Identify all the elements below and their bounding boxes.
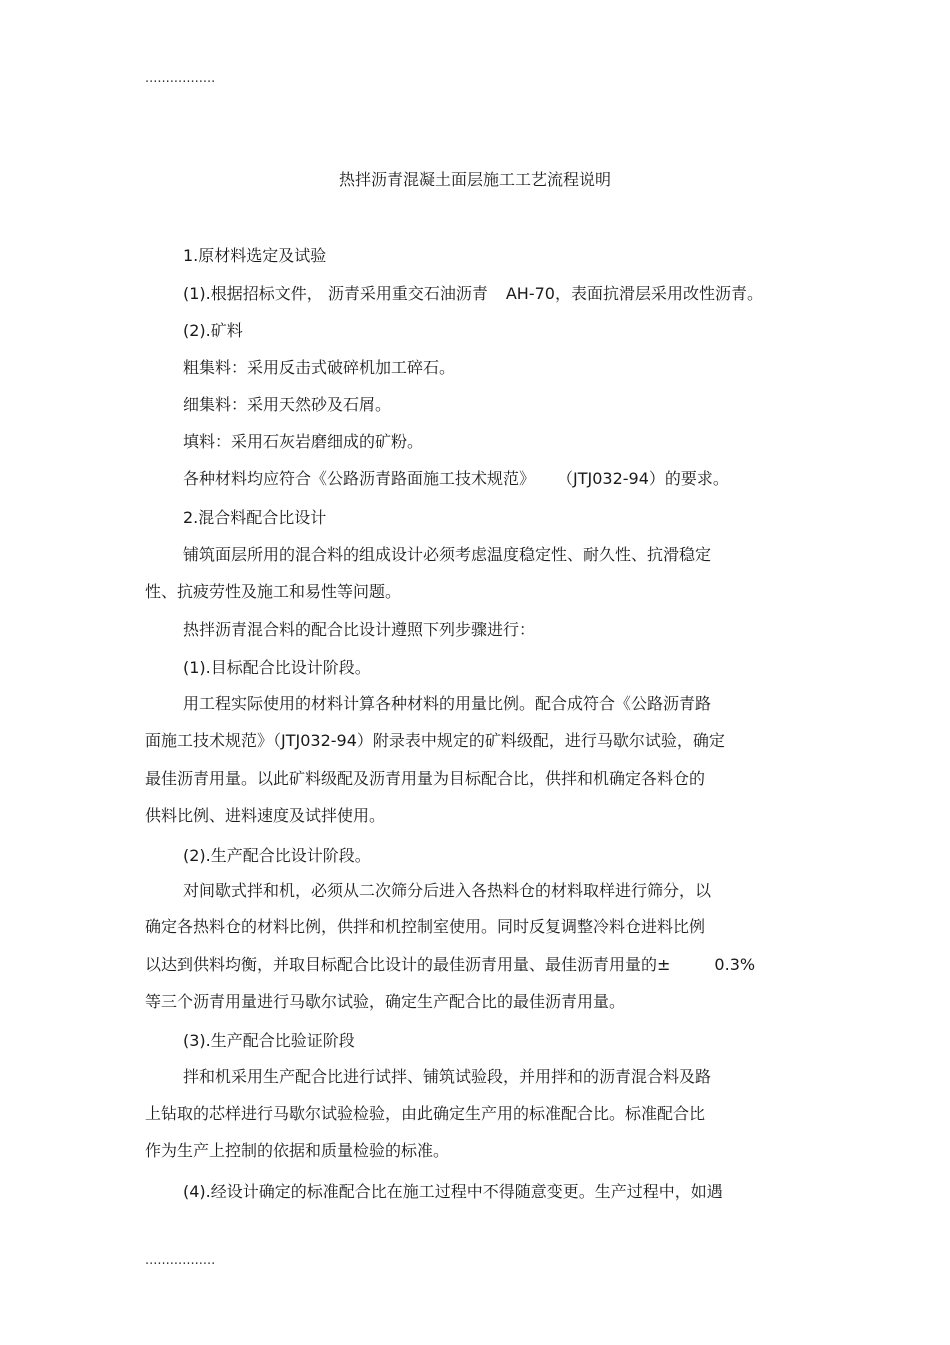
paragraph-line: 拌和机采用生产配合比进行试拌、铺筑试验段，并用拌和的沥青混合料及路	[183, 1067, 712, 1086]
header-dots: .................	[145, 71, 216, 86]
paragraph-line: 最佳沥青用量。以此矿料级配及沥青用量为目标配合比，供拌和机确定各料仓的	[145, 769, 706, 788]
paragraph-line: 铺筑面层所用的混合料的组成设计必须考虑温度稳定性、耐久性、抗滑稳定	[183, 545, 712, 564]
paragraph-line: 供料比例、进料速度及试拌使用。	[145, 806, 386, 825]
heading-raw-materials: 1.原材料选定及试验	[183, 246, 327, 265]
paragraph-line: 作为生产上控制的依据和质量检验的标准。	[145, 1141, 450, 1160]
text-span: （JTJ032-94）的要求。	[557, 469, 729, 488]
subheading-aggregate: (2).矿料	[183, 321, 243, 340]
paragraph-line: 对间歇式拌和机，必须从二次筛分后进入各热料仓的材料取样进行筛分，以	[183, 881, 712, 900]
paragraph-line: 确定各热料仓的材料比例，供拌和机控制室使用。同时反复调整冷料仓进料比例	[145, 917, 706, 936]
text-span: 以达到供料均衡，并取目标配合比设计的最佳沥青用量、最佳沥青用量的±	[145, 955, 671, 974]
paragraph-line	[183, 284, 763, 304]
text-span: 0.3%	[714, 955, 756, 974]
text-span: AH-70，表面抗滑层采用改性沥青。	[505, 284, 763, 303]
paragraph-line: 用工程实际使用的材料计算各种材料的用量比例。配合成符合《公路沥青路	[183, 694, 712, 713]
subheading-verification: (3).生产配合比验证阶段	[183, 1031, 355, 1050]
paragraph-line: 热拌沥青混合料的配合比设计遵照下列步骤进行：	[183, 620, 536, 639]
paragraph-line: 上钻取的芯样进行马歇尔试验检验，由此确定生产用的标准配合比。标准配合比	[145, 1104, 706, 1123]
paragraph-line: 面施工技术规范》（JTJ032-94）附录表中规定的矿料级配，进行马歇尔试验，确定	[145, 731, 725, 750]
paragraph-line: 细集料：采用天然砂及石屑。	[183, 395, 392, 414]
footer-dots: .................	[145, 1253, 216, 1268]
paragraph-line: 等三个沥青用量进行马歇尔试验，确定生产配合比的最佳沥青用量。	[145, 992, 626, 1011]
text-span: (1).根据招标文件， 沥青采用重交石油沥青	[183, 284, 488, 303]
subheading-target-mix: (1).目标配合比设计阶段。	[183, 658, 371, 677]
paragraph-line	[145, 955, 755, 975]
paragraph-line: 填料：采用石灰岩磨细成的矿粉。	[183, 432, 424, 451]
paragraph-line	[183, 469, 729, 489]
paragraph-line: (4).经设计确定的标准配合比在施工过程中不得随意变更。生产过程中，如遇	[183, 1182, 723, 1201]
paragraph-line: 粗集料：采用反击式破碎机加工碎石。	[183, 358, 456, 377]
paragraph-line: 性、抗疲劳性及施工和易性等问题。	[145, 582, 402, 601]
text-span: 各种材料均应符合《公路沥青路面施工技术规范》	[183, 469, 536, 488]
subheading-production-mix: (2).生产配合比设计阶段。	[183, 846, 371, 865]
page-title: 热拌沥青混凝土面层施工工艺流程说明	[338, 170, 611, 189]
heading-mix-design: 2.混合料配合比设计	[183, 508, 327, 527]
